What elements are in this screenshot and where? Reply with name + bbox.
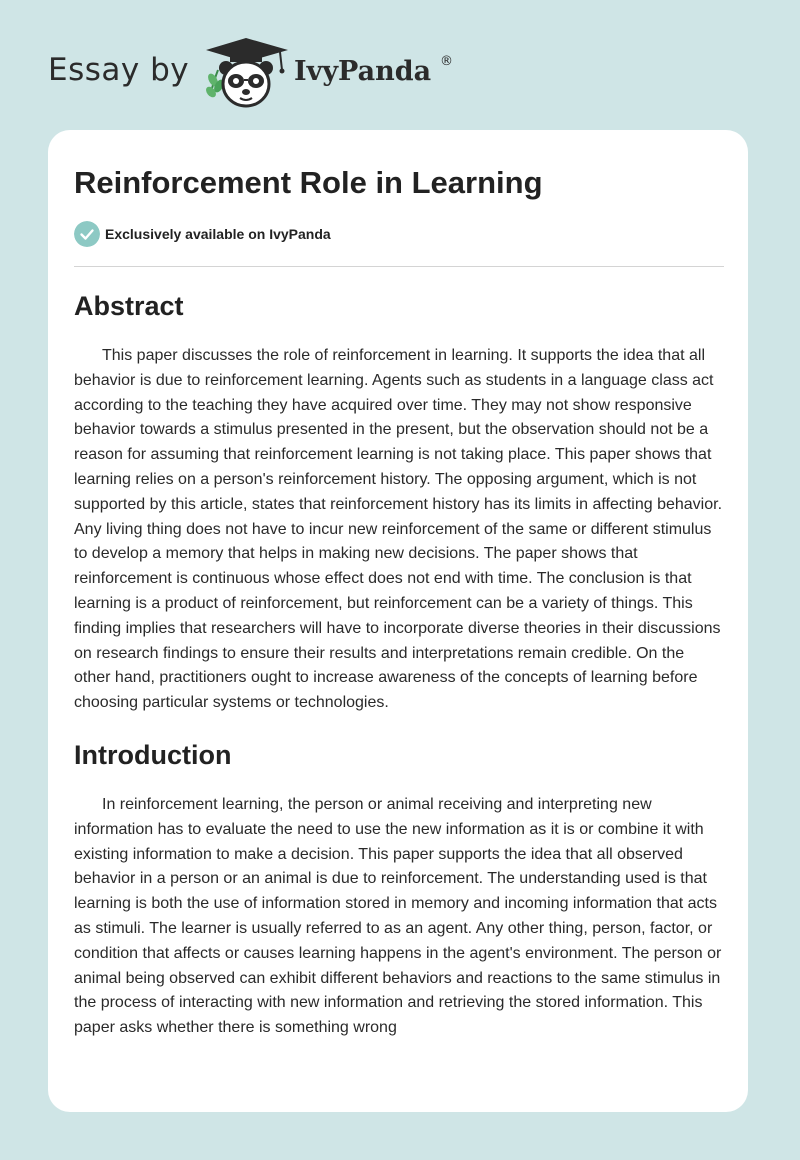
abstract-paragraph: This paper discusses the role of reinforcement in learning. It supports the idea that all behavior is due to reinforcement learning. Agents such as students in a language class act according to the teaching they have acquired over time. They may not show responsive behavior towards a stimulus presented in the present, but the observation should not be a reason for assuming that reinforcement learning is not taking place. This paper shows that learning relies on a person's reinforcement history. The opposing argument, which is not supported by this article, states that reinforcement history has its limits in affecting behavior. Any living thing does not have to incur new reinforcement of the same or different stimulus to develop a memory that helps in making new decisions. The paper shows that reinforcement is continuous whose effect does not end with time. The conclusion is that learning is a product of reinforcement, but reinforcement can be a variety of things. This finding implies that researchers will have to incorporate diverse theories in their discussions on research findings to ensure their results and interpretations remain credible. On the other hand, practitioners ought to increase awareness of the concepts of learning before choosing particular systems or technologies. xyxy=(74,347,723,712)
site-header xyxy=(0,0,800,130)
brand-prefix: Essay by xyxy=(48,52,190,88)
title-divider xyxy=(74,266,724,267)
section-heading-introduction: Introduction xyxy=(74,739,232,770)
check-circle-icon xyxy=(74,221,100,247)
essay-card xyxy=(48,130,748,1112)
introduction-paragraph: In reinforcement learning, the person or animal receiving and interpreting new information has to evaluate the need to use the new information as it is or combine it with existing information to make a decision. This paper supports the idea that all observed behavior in a person or an animal is due to reinforcement. The understanding used is that learning is both the use of information stored in memory and incoming information that acts as stimuli. The learner is usually referred to as an agent. Any other thing, person, factor, or condition that affects or causes learning happens in the agent's environment. The person or animal being observed can exhibit different behaviors and reactions to the same stimulus in the process of interacting with new information and retrieving the stored information. This paper asks whether there is something wrong xyxy=(74,795,722,1037)
page-title: Reinforcement Role in Learning xyxy=(74,165,543,200)
exclusive-badge-label: Exclusively available on IvyPanda xyxy=(105,226,331,242)
exclusive-badge xyxy=(74,220,724,248)
brand-name[interactable]: IvyPanda xyxy=(294,56,432,87)
section-heading-abstract: Abstract xyxy=(74,291,184,321)
panda-graduate-logo-icon[interactable] xyxy=(200,36,292,110)
essay-content xyxy=(74,160,724,1041)
registered-mark: ® xyxy=(440,54,453,69)
